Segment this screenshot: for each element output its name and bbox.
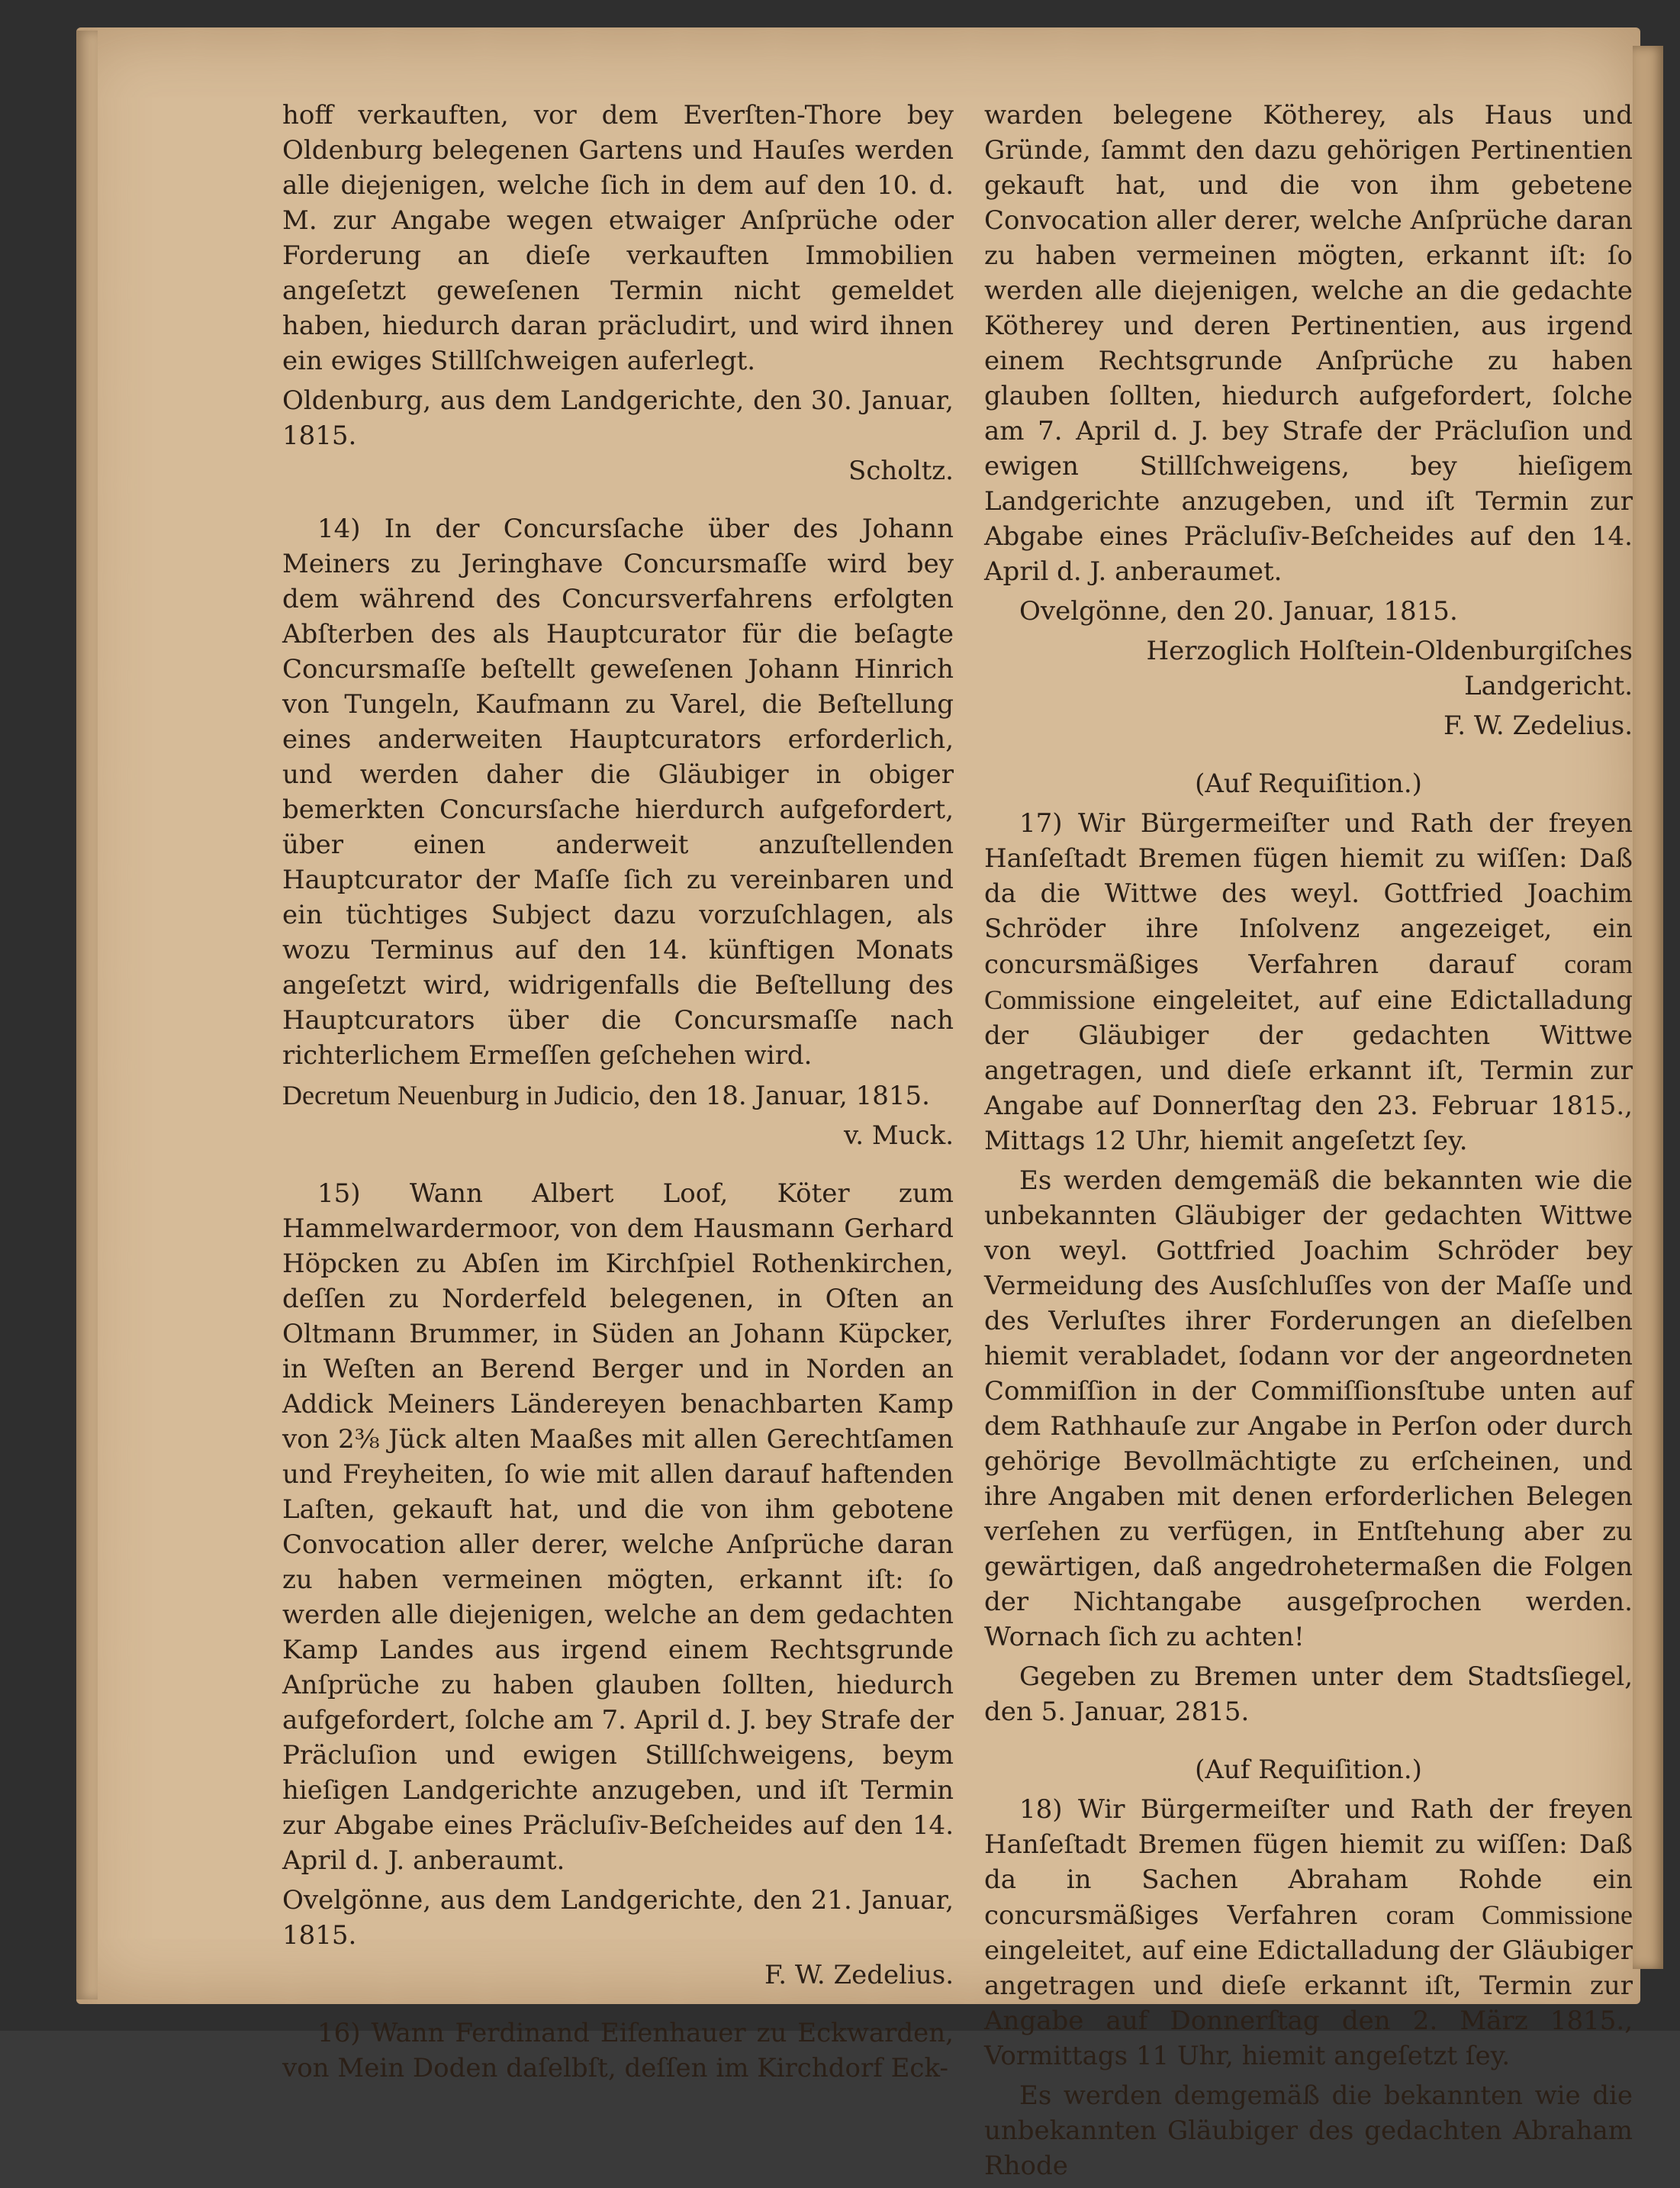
signature: Scholtz.: [848, 456, 954, 486]
decretum-date: den 18. Januar, 1815.: [649, 1081, 930, 1111]
text-segment: 17) Wir Bürgermeiſter und Rath der freyen Hanſeſtadt Bremen fügen hiemit zu wiſſen: Daß da die Wittwe des weyl. Gottfried Joachim Schröder ihre Inſolvenz angezeiget, ein concursmäßiges Verfahren darauf: [984, 808, 1633, 980]
latin-phrase: coram Commissione: [1386, 1900, 1633, 1930]
signature: F. W. Zedelius.: [1443, 711, 1633, 741]
section-heading: (Auf Requiſition.): [1195, 769, 1422, 799]
decretum-line: [282, 1078, 954, 1113]
text-segment: 18) Wir Bürgermeiſter und Rath der freyen Hanſeſtadt Bremen fügen hiemit zu wiſſen: Daß da in Sachen Abraham Rohde ein concursmäßiges Verfahren: [984, 1794, 1633, 1931]
given-at-line: Gegeben zu Bremen unter dem Stadtsſiegel, den 5. Januar, 2815.: [984, 1661, 1633, 1727]
place-date-line: [282, 383, 954, 453]
signature: v. Muck.: [844, 1120, 954, 1151]
decretum-latin: Decretum Neuenburg in Judicio,: [282, 1080, 641, 1110]
page-edge: [1633, 46, 1663, 1969]
place-date: Ovelgönne, den 20. Januar, 1815.: [1019, 596, 1458, 627]
page-gutter: [76, 31, 98, 1999]
text-segment: eingeleitet, auf eine Edictalladung der Gläubiger der gedachten Wittwe angetragen, und dieſe erkannt iſt, Termin zur Angabe auf Donnerſtag den 23. Februar 1815., Mittags 12 Uhr, hiemit angeſetzt ſey.: [984, 985, 1633, 1156]
paragraph-16-start: 16) Wann Ferdinand Eiſenhauer zu Eckwarden, von Mein Doden daſelbſt, deſſen im Kirchdorf Eck-: [282, 2018, 954, 2083]
right-column: [984, 98, 1633, 2188]
latin-phrase: coram Commissione: [984, 949, 1633, 1015]
paragraph-18: [984, 1792, 1633, 2074]
paragraph-13-end: hoff verkauften, vor dem Everſten-Thore bey Oldenburg belegenen Gartens und Hauſes werden alle diejenigen, welche ſich in dem auf den 10. d. M. zur Angabe wegen etwaiger Anſprüche oder Forderung an dieſe verkauften Immobilien angeſetzt geweſenen Termin nicht gemeldet haben, hiedurch daran präcludirt, und wird ihnen ein ewiges Stillſchweigen auferlegt.: [282, 100, 954, 376]
paragraph-17-summons: Es werden demgemäß die bekannten wie die unbekannten Gläubiger der gedachten Wittwe von weyl. Gottfried Joachim Schröder bey Vermeidung des Ausſchluſſes von der Maſſe und des Verluſtes ihrer Forderungen an dieſelben hiemit verabladet, ſodann vor der angeordneten Commiſſion in der Commiſſionsſtube unten auf dem Rathhauſe zur Angabe in Perſon oder durch gehörige Bevollmächtigte zu erſcheinen, und ihre Angaben mit denen erforderlichen Belegen verſehen zu verfügen, in Entſtehung aber zu gewärtigen, daß angedrohetermaßen die Folgen der Nichtangabe ausgeſprochen werden. Wornach ſich zu achten!: [984, 1165, 1633, 1652]
signature: F. W. Zedelius.: [764, 1960, 954, 1990]
left-column: [282, 98, 954, 2090]
paragraph-15: 15) Wann Albert Loof, Köter zum Hammelwardermoor, von dem Hausmann Gerhard Höpcken zu Abſen im Kirchſpiel Rothenkirchen, deſſen zu Norderfeld belegenen, in Oſten an Oltmann Brummer, in Süden an Johann Küpcker, in Weſten an Berend Berger und in Norden an Addick Meiners Ländereyen benachbarten Kamp von 2⅜ Jück alten Maaßes mit allen Gerechtſamen und Freyheiten, ſo wie mit allen darauf haftenden Laſten, gekauft hat, und die von ihm gebotene Convocation aller derer, welche Anſprüche daran zu haben vermeinen mögten, erkannt iſt: ſo werden alle diejenigen, welche an dem gedachten Kamp Landes aus irgend einem Rechtsgrunde Anſprüche zu haben glauben ſollten, hiedurch aufgefordert, ſolche am 7. April d. J. bey Strafe der Präcluſion und ewigen Stillſchweigens, beym hieſigen Landgerichte anzugeben, und iſt Termin zur Abgabe eines Präcluſiv-Beſcheides auf den 14. April d. J. anberaumt.: [282, 1178, 954, 1876]
paragraph-14: 14) In der Concursſache über des Johann Meiners zu Jeringhave Concursmaſſe wird bey dem während des Concursverfahrens erfolgten Abſterben des als Hauptcurator für die beſagte Concursmaſſe beſtellt geweſenen Johann Hinrich von Tungeln, Kaufmann zu Varel, die Beſtellung eines anderweiten Hauptcurators erforderlich, und werden daher die Gläubiger in obiger bemerkten Concursſache hierdurch aufgefordert, über einen anderweit anzuſtellenden Hauptcurator der Maſſe ſich zu vereinbaren und ein tüchtiges Subject dazu vorzuſchlagen, als wozu Terminus auf den 14. künftigen Monats angeſetzt wird, widrigenfalls die Beſtellung des Hauptcurators über die Concursmaſſe nach richterlichem Ermeſſen geſchehen wird.: [282, 514, 954, 1071]
place-date: Oldenburg, aus dem Landgerichte, den 30. Januar, 1815.: [282, 385, 954, 451]
paragraph-16-cont: warden belegene Kötherey, als Haus und Gründe, ſammt den dazu gehörigen Pertinentien gekauft hat, und die von ihm gebetene Convocation aller derer, welche Anſprüche daran zu haben vermeinen mögten, erkannt iſt: ſo werden alle diejenigen, welche an die gedachte Kötherey und deren Pertinentien, aus irgend einem Rechtsgrunde Anſprüche zu haben glauben ſollten, hiedurch aufgefordert, ſolche am 7. April d. J. bey Strafe der Präcluſion und ewigen Stillſchweigens, bey hieſigem Landgerichte anzugeben, und iſt Termin zur Abgabe eines Präcluſiv-Beſcheides auf den 14. April d. J. anberaumet.: [984, 100, 1633, 587]
text-segment: eingeleitet, auf eine Edictalladung der Gläubiger angetragen und dieſe erkannt iſt, Termin zur Angabe auf Donnerſtag den 2. März 1815., Vormittags 11 Uhr, hiemit angeſetzt ſey.: [984, 1935, 1633, 2071]
paragraph-17: [984, 806, 1633, 1158]
place-date: Ovelgönne, aus dem Landgerichte, den 21. Januar, 1815.: [282, 1885, 954, 1951]
court-name: Herzoglich Holſtein-Oldenburgiſches Landgericht.: [1146, 636, 1633, 701]
section-heading: (Auf Requiſition.): [1195, 1755, 1422, 1785]
paragraph-18-summons: Es werden demgemäß die bekannten wie die unbekannten Gläubiger des gedachten Abraham Rhode: [984, 2080, 1633, 2181]
